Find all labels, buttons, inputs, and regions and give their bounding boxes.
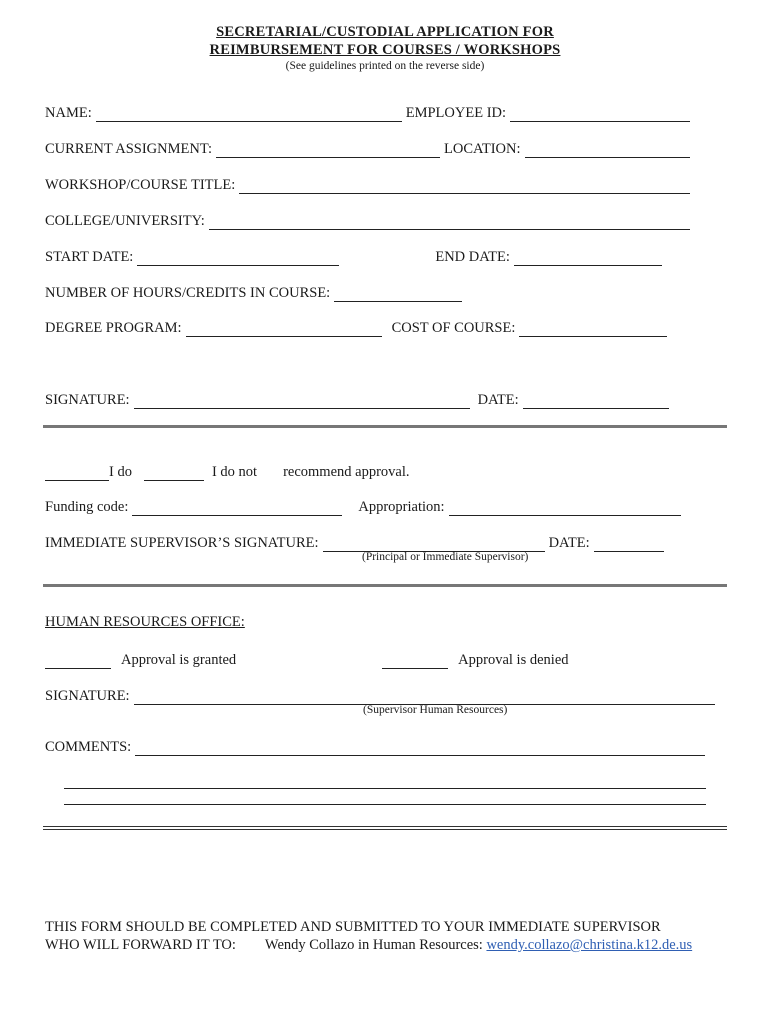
i-do-label: I do xyxy=(109,464,132,480)
row-hr-signature xyxy=(45,685,725,705)
start-date-field[interactable] xyxy=(137,251,339,266)
footer-line2 xyxy=(45,937,692,954)
row-hours xyxy=(45,282,725,302)
section-divider xyxy=(43,584,727,587)
hr-heading-text: HUMAN RESOURCES OFFICE: xyxy=(45,614,245,630)
supervisor-date-label: DATE: xyxy=(548,535,590,551)
row-dates xyxy=(45,246,725,266)
hr-signature-label: SIGNATURE: xyxy=(45,688,130,704)
row-funding xyxy=(45,496,725,516)
form-title-line2: REIMBURSEMENT FOR COURSES / WORKSHOPS xyxy=(209,42,561,58)
email-link[interactable]: wendy.collazo@christina.k12.de.us xyxy=(486,937,693,953)
row-approval xyxy=(45,649,725,669)
row-workshop-title xyxy=(45,174,725,194)
date-label: DATE: xyxy=(477,392,519,408)
supervisor-note: (Principal or Immediate Supervisor) xyxy=(362,551,529,563)
row-degree xyxy=(45,317,725,337)
approval-granted-blank[interactable] xyxy=(45,654,111,669)
i-do-not-label: I do not xyxy=(211,464,258,480)
row-signature xyxy=(45,389,725,409)
supervisor-signature-label: IMMEDIATE SUPERVISOR’S SIGNATURE: xyxy=(45,535,319,551)
hr-heading xyxy=(45,614,245,631)
location-label: LOCATION: xyxy=(444,141,521,157)
recommend-label: recommend approval. xyxy=(283,464,410,480)
i-do-blank[interactable] xyxy=(45,466,109,481)
approval-granted-label: Approval is granted xyxy=(121,652,237,668)
approval-denied-label: Approval is denied xyxy=(458,652,569,668)
start-date-label: START DATE: xyxy=(45,249,134,265)
row-comments xyxy=(45,736,725,756)
comments-field[interactable] xyxy=(135,741,705,756)
end-date-field[interactable] xyxy=(514,251,662,266)
funding-code-field[interactable] xyxy=(132,501,342,516)
signature-label: SIGNATURE: xyxy=(45,392,130,408)
name-label: NAME: xyxy=(45,105,92,121)
location-field[interactable] xyxy=(525,143,690,158)
appropriation-field[interactable] xyxy=(449,501,681,516)
employee-id-field[interactable] xyxy=(510,107,690,122)
signature-field[interactable] xyxy=(134,394,470,409)
form-subtitle: (See guidelines printed on the reverse side) xyxy=(285,60,485,72)
supervisor-date-field[interactable] xyxy=(594,537,664,552)
footer-forward-label: WHO WILL FORWARD IT TO: xyxy=(45,937,236,953)
hours-credits-label: NUMBER OF HOURS/CREDITS IN COURSE: xyxy=(45,285,331,301)
cost-field[interactable] xyxy=(519,322,667,337)
comments-label: COMMENTS: xyxy=(45,739,132,755)
hr-signature-field[interactable] xyxy=(134,690,715,705)
cost-label: COST OF COURSE: xyxy=(391,320,516,336)
row-assignment xyxy=(45,138,725,158)
college-field[interactable] xyxy=(209,215,690,230)
name-field[interactable] xyxy=(96,107,402,122)
row-supervisor-signature xyxy=(45,532,725,552)
hours-credits-field[interactable] xyxy=(334,287,462,302)
i-do-not-blank[interactable] xyxy=(144,466,204,481)
hr-signature-note: (Supervisor Human Resources) xyxy=(363,704,508,716)
workshop-title-field[interactable] xyxy=(239,179,690,194)
degree-program-label: DEGREE PROGRAM: xyxy=(45,320,182,336)
appropriation-label: Appropriation: xyxy=(358,499,445,515)
footer-contact: Wendy Collazo in Human Resources: xyxy=(264,937,483,953)
workshop-title-label: WORKSHOP/COURSE TITLE: xyxy=(45,177,236,193)
comments-line[interactable] xyxy=(64,788,706,789)
footer-line1: THIS FORM SHOULD BE COMPLETED AND SUBMITTED TO YOUR IMMEDIATE SUPERVISOR xyxy=(45,919,661,935)
end-date-label: END DATE: xyxy=(435,249,510,265)
date-field[interactable] xyxy=(523,394,669,409)
degree-program-field[interactable] xyxy=(186,322,382,337)
row-college xyxy=(45,210,725,230)
funding-code-label: Funding code: xyxy=(45,499,129,515)
row-recommend xyxy=(45,461,725,481)
supervisor-signature-field[interactable] xyxy=(323,537,545,552)
row-name xyxy=(45,102,725,122)
approval-denied-blank[interactable] xyxy=(382,654,448,669)
section-divider-double xyxy=(43,826,727,830)
comments-line[interactable] xyxy=(64,804,706,805)
employee-id-label: EMPLOYEE ID: xyxy=(405,105,507,121)
college-label: COLLEGE/UNIVERSITY: xyxy=(45,213,205,229)
section-divider xyxy=(43,425,727,428)
form-title-line1: SECRETARIAL/CUSTODIAL APPLICATION FOR xyxy=(216,24,554,40)
current-assignment-label: CURRENT ASSIGNMENT: xyxy=(45,141,212,157)
current-assignment-field[interactable] xyxy=(216,143,440,158)
